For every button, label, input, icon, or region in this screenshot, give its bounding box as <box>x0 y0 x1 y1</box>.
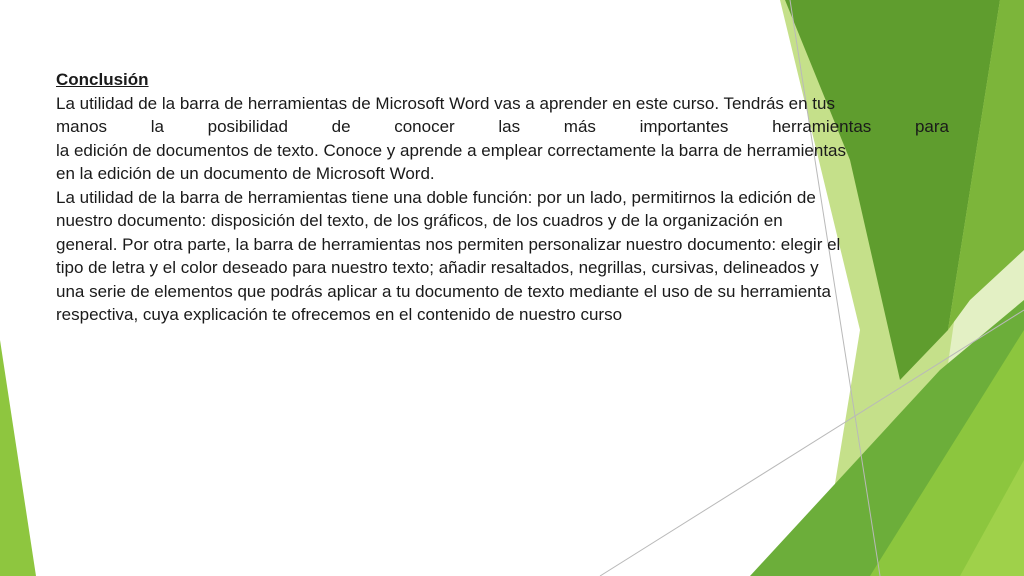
text-line: La utilidad de la barra de herramientas de Microsoft Word vas a aprender en este curso. Tendrás en tus <box>56 93 835 113</box>
text-line <box>56 303 949 327</box>
left-green-sliver <box>0 340 36 576</box>
text-line: manos la posibilidad de conocer las más importantes herramientas para <box>56 117 949 136</box>
text-line: nuestro documento: disposición del texto, de los gráficos, de los cuadros y de la organización en <box>56 211 783 230</box>
last-line-text: respectiva, cuya explicación te ofrecemos en el contenido de nuestro curso <box>56 305 623 324</box>
text-line: tipo de letra y el color deseado para nuestro texto; añadir resaltados, negrillas, cursivas, delineados y <box>56 258 819 277</box>
conclusion-text-box <box>56 68 949 327</box>
text-line: una serie de elementos que podrás aplicar a tu documento de texto mediante el uso de su herramienta <box>56 281 831 301</box>
paragraph-1 <box>56 92 949 186</box>
section-heading: Conclusión <box>56 70 149 89</box>
text-line: la edición de documentos de texto. Conoce y aprende a emplear correctamente la barra de herramientas <box>56 140 847 160</box>
text-line: en la edición de un documento de Microsoft Word. <box>56 164 435 183</box>
paragraph-2 <box>56 186 949 327</box>
text-line: general. Por otra parte, la barra de herramientas nos permiten personalizar nuestro documento: elegir el <box>56 234 841 254</box>
text-line: La utilidad de la barra de herramientas tiene una doble función: por un lado, permitirnos la edición de <box>56 187 816 207</box>
